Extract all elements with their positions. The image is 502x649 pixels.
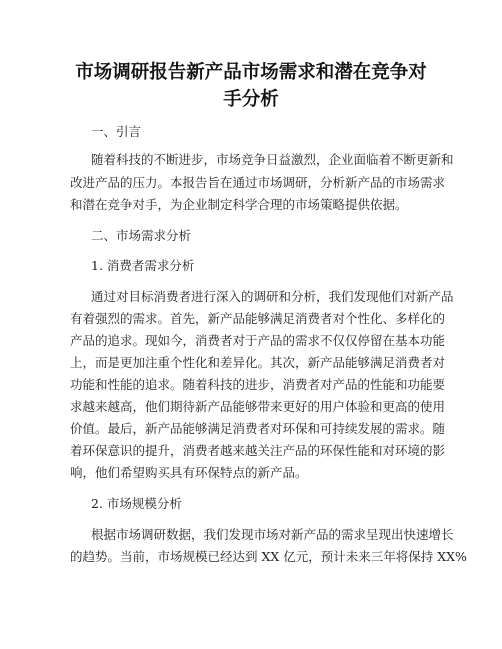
intro-line-1: 随着科技的不断进步，市场竞争日益激烈，企业面临着不断更新和: [91, 152, 454, 167]
consumer-line-8: 着环保意识的提升，消费者越来越关注产品的环保性能和对环境的影: [70, 443, 446, 458]
document-title: [70, 59, 432, 113]
intro-line-2: 改进产品的压力。本报告旨在通过市场调研，分析新产品的市场需求: [70, 175, 446, 190]
consumer-line-1: 通过对目标消费者进行深入的调研和分析，我们发现他们对新产品: [91, 289, 454, 304]
market-line-2: 的趋势。当前，市场规模已经达到 XX 亿元，预计未来三年将保持 XX%: [70, 549, 467, 564]
consumer-line-4: 上，而是更加注重个性化和差异化。其次，新产品能够满足消费者对: [70, 355, 446, 370]
market-heading: 2. 市场规模分析: [91, 496, 182, 511]
consumer-line-5: 功能和性能的追求。随着科技的进步，消费者对产品的性能和功能要: [70, 377, 446, 392]
intro-heading: 一、引言: [91, 124, 142, 139]
market-line-1: 根据市场调研数据，我们发现市场对新产品的需求呈现出快速增长: [91, 527, 454, 542]
demand-heading: 二、市场需求分析: [91, 228, 192, 243]
consumer-line-9: 响，他们希望购买具有环保特点的新产品。: [70, 465, 308, 480]
title-line-2: 手分析: [223, 89, 279, 110]
consumer-line-6: 求越来越高，他们期待新产品能够带来更好的用户体验和更高的使用: [70, 399, 446, 414]
consumer-line-3: 产品的追求。现如今，消费者对于产品的需求不仅仅停留在基本功能: [70, 333, 446, 348]
title-line-1: 市场调研报告新产品市场需求和潜在竞争对: [75, 62, 427, 83]
consumer-line-7: 价值。最后，新产品能够满足消费者对环保和可持续发展的需求。随: [70, 421, 446, 436]
consumer-line-2: 有着强烈的需求。首先，新产品能够满足消费者对个性化、多样化的: [70, 311, 446, 326]
consumer-heading: 1. 消费者需求分析: [91, 258, 195, 273]
intro-line-3: 和潜在竞争对手，为企业制定科学合理的市场策略提供依据。: [70, 197, 408, 212]
